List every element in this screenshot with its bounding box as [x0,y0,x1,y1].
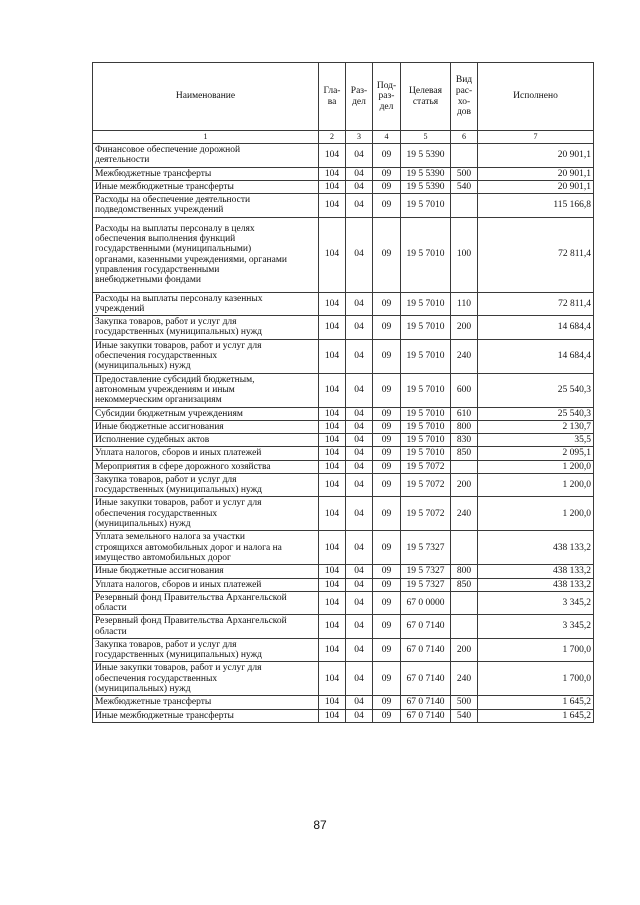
header-statya: Целевая статья [401,63,451,131]
row-podrazdel: 09 [373,339,401,373]
row-amount: 14 684,4 [478,339,594,373]
row-podrazdel: 09 [373,316,401,340]
page-number: 87 [313,818,327,832]
row-podrazdel: 09 [373,447,401,460]
row-vid: 200 [451,316,478,340]
row-glava: 104 [319,339,346,373]
table-row [93,447,594,460]
row-name: Финансовое обеспечение дорожной деятельности [93,144,319,168]
row-razdel: 04 [346,373,373,407]
table-row [93,473,594,497]
row-razdel: 04 [346,420,373,433]
row-glava: 104 [319,696,346,709]
table-row [93,696,594,709]
table-row [93,292,594,316]
table-row [93,434,594,447]
row-name: Иные межбюджетные трансферты [93,709,319,722]
table-row [93,460,594,473]
row-glava: 104 [319,565,346,578]
row-name: Уплата земельного налога за участки строящихся автомобильных дорог и налога на имущество автомобильных дорог [93,531,319,565]
row-vid [451,531,478,565]
column-number: 6 [451,131,478,144]
row-podrazdel: 09 [373,578,401,591]
row-glava: 104 [319,497,346,531]
row-vid [451,144,478,168]
row-razdel: 04 [346,292,373,316]
row-glava: 104 [319,194,346,218]
row-amount: 25 540,3 [478,407,594,420]
row-statya: 19 5 7327 [401,565,451,578]
header-glava: Гла- ва [319,63,346,131]
row-razdel: 04 [346,497,373,531]
row-name: Межбюджетные трансферты [93,696,319,709]
row-statya: 19 5 7072 [401,460,451,473]
row-name: Закупка товаров, работ и услуг для государственных (муниципальных) нужд [93,473,319,497]
row-statya: 19 5 7010 [401,447,451,460]
row-razdel: 04 [346,709,373,722]
row-amount: 438 133,2 [478,565,594,578]
row-name: Уплата налогов, сборов и иных платежей [93,578,319,591]
table-row [93,638,594,662]
row-razdel: 04 [346,638,373,662]
row-razdel: 04 [346,473,373,497]
row-statya: 67 0 7140 [401,696,451,709]
row-statya: 67 0 7140 [401,709,451,722]
row-razdel: 04 [346,578,373,591]
row-vid: 800 [451,420,478,433]
row-glava: 104 [319,460,346,473]
row-podrazdel: 09 [373,696,401,709]
row-glava: 104 [319,217,346,292]
row-podrazdel: 09 [373,638,401,662]
row-podrazdel: 09 [373,217,401,292]
row-amount: 20 901,1 [478,144,594,168]
row-amount: 2 130,7 [478,420,594,433]
row-razdel: 04 [346,591,373,615]
row-amount: 1 645,2 [478,696,594,709]
row-razdel: 04 [346,434,373,447]
row-statya: 19 5 7072 [401,497,451,531]
row-glava: 104 [319,591,346,615]
row-vid: 200 [451,473,478,497]
row-name: Закупка товаров, работ и услуг для государственных (муниципальных) нужд [93,316,319,340]
row-vid: 240 [451,339,478,373]
row-statya: 19 5 5390 [401,167,451,180]
row-glava: 104 [319,638,346,662]
row-glava: 104 [319,316,346,340]
table-row [93,194,594,218]
row-name: Уплата налогов, сборов и иных платежей [93,447,319,460]
row-vid: 610 [451,407,478,420]
row-podrazdel: 09 [373,662,401,696]
header-razdel: Раз- дел [346,63,373,131]
row-podrazdel: 09 [373,407,401,420]
row-vid: 240 [451,497,478,531]
table-row [93,420,594,433]
row-razdel: 04 [346,194,373,218]
row-amount: 35,5 [478,434,594,447]
row-amount: 1 200,0 [478,473,594,497]
table-row [93,316,594,340]
row-vid [451,615,478,639]
row-podrazdel: 09 [373,615,401,639]
table-row [93,180,594,193]
row-name: Предоставление субсидий бюджетным, автономным учреждениям и иным некоммерческим организациям [93,373,319,407]
row-razdel: 04 [346,339,373,373]
row-razdel: 04 [346,217,373,292]
header-name: Наименование [93,63,319,131]
row-podrazdel: 09 [373,434,401,447]
row-statya: 67 0 7140 [401,662,451,696]
row-razdel: 04 [346,180,373,193]
row-statya: 19 5 7010 [401,434,451,447]
row-statya: 19 5 5390 [401,144,451,168]
row-vid: 800 [451,565,478,578]
table-row [93,709,594,722]
column-number: 3 [346,131,373,144]
table-row [93,144,594,168]
row-name: Иные закупки товаров, работ и услуг для обеспечения государственных (муниципальных) нужд [93,662,319,696]
row-statya: 19 5 7010 [401,292,451,316]
row-name: Закупка товаров, работ и услуг для государственных (муниципальных) нужд [93,638,319,662]
row-amount: 438 133,2 [478,578,594,591]
row-podrazdel: 09 [373,292,401,316]
row-podrazdel: 09 [373,531,401,565]
row-vid: 540 [451,180,478,193]
header-podrazdel: Под- раз- дел [373,63,401,131]
row-vid [451,460,478,473]
table-row [93,217,594,292]
row-amount: 1 200,0 [478,460,594,473]
column-number-row [93,131,594,144]
row-razdel: 04 [346,447,373,460]
table-row [93,373,594,407]
row-name: Иные бюджетные ассигнования [93,565,319,578]
row-razdel: 04 [346,662,373,696]
row-amount: 3 345,2 [478,615,594,639]
row-glava: 104 [319,420,346,433]
row-glava: 104 [319,373,346,407]
column-number: 4 [373,131,401,144]
table-row [93,167,594,180]
row-vid: 200 [451,638,478,662]
row-podrazdel: 09 [373,473,401,497]
row-glava: 104 [319,662,346,696]
table-row [93,591,594,615]
row-podrazdel: 09 [373,497,401,531]
column-number: 5 [401,131,451,144]
row-razdel: 04 [346,531,373,565]
row-name: Иные закупки товаров, работ и услуг для обеспечения государственных (муниципальных) нужд [93,497,319,531]
table-row [93,565,594,578]
row-statya: 67 0 7140 [401,615,451,639]
row-name: Субсидии бюджетным учреждениям [93,407,319,420]
row-podrazdel: 09 [373,373,401,407]
row-podrazdel: 09 [373,420,401,433]
row-podrazdel: 09 [373,565,401,578]
row-amount: 2 095,1 [478,447,594,460]
row-statya: 19 5 7010 [401,339,451,373]
header-vid: Вид рас- хо- дов [451,63,478,131]
row-statya: 19 5 7010 [401,316,451,340]
table-row [93,339,594,373]
row-razdel: 04 [346,460,373,473]
row-statya: 19 5 7327 [401,531,451,565]
table-body [93,144,594,723]
row-vid [451,591,478,615]
table-row [93,407,594,420]
row-name: Мероприятия в сфере дорожного хозяйства [93,460,319,473]
row-podrazdel: 09 [373,180,401,193]
table-row [93,578,594,591]
row-amount: 20 901,1 [478,167,594,180]
row-razdel: 04 [346,167,373,180]
row-amount: 115 166,8 [478,194,594,218]
row-amount: 3 345,2 [478,591,594,615]
row-podrazdel: 09 [373,709,401,722]
row-name: Расходы на выплаты персоналу в целях обеспечения выполнения функций государственными (муниципальными) органами, казенными учреждениями, органами управления государственными внебюджетными фондами [93,217,319,292]
row-vid: 850 [451,578,478,591]
row-razdel: 04 [346,615,373,639]
row-vid: 850 [451,447,478,460]
row-podrazdel: 09 [373,460,401,473]
row-vid: 100 [451,217,478,292]
row-vid: 540 [451,709,478,722]
row-statya: 19 5 7010 [401,373,451,407]
row-razdel: 04 [346,407,373,420]
row-podrazdel: 09 [373,144,401,168]
row-name: Резервный фонд Правительства Архангельской области [93,591,319,615]
row-glava: 104 [319,144,346,168]
row-glava: 104 [319,434,346,447]
row-amount: 72 811,4 [478,217,594,292]
row-vid [451,194,478,218]
row-amount: 20 901,1 [478,180,594,193]
budget-table [92,62,594,723]
row-statya: 19 5 7010 [401,407,451,420]
row-glava: 104 [319,407,346,420]
table-header-row [93,63,594,131]
row-vid: 500 [451,696,478,709]
row-statya: 67 0 0000 [401,591,451,615]
row-podrazdel: 09 [373,167,401,180]
table-row [93,497,594,531]
row-amount: 1 700,0 [478,638,594,662]
row-razdel: 04 [346,144,373,168]
row-name: Расходы на выплаты персоналу казенных учреждений [93,292,319,316]
row-vid: 600 [451,373,478,407]
row-vid: 500 [451,167,478,180]
row-statya: 19 5 7010 [401,217,451,292]
row-name: Межбюджетные трансферты [93,167,319,180]
row-vid: 830 [451,434,478,447]
row-amount: 1 700,0 [478,662,594,696]
column-number: 7 [478,131,594,144]
row-glava: 104 [319,447,346,460]
row-name: Иные закупки товаров, работ и услуг для обеспечения государственных (муниципальных) нужд [93,339,319,373]
row-glava: 104 [319,167,346,180]
row-glava: 104 [319,531,346,565]
row-glava: 104 [319,578,346,591]
row-razdel: 04 [346,565,373,578]
row-amount: 1 645,2 [478,709,594,722]
header-amount: Исполнено [478,63,594,131]
row-name: Иные межбюджетные трансферты [93,180,319,193]
column-number: 2 [319,131,346,144]
row-glava: 104 [319,473,346,497]
row-statya: 19 5 7010 [401,420,451,433]
row-glava: 104 [319,292,346,316]
row-statya: 19 5 7072 [401,473,451,497]
row-vid: 110 [451,292,478,316]
row-glava: 104 [319,615,346,639]
row-statya: 67 0 7140 [401,638,451,662]
table-row [93,662,594,696]
row-razdel: 04 [346,316,373,340]
row-razdel: 04 [346,696,373,709]
row-statya: 19 5 7010 [401,194,451,218]
row-name: Исполнение судебных актов [93,434,319,447]
row-glava: 104 [319,709,346,722]
row-amount: 72 811,4 [478,292,594,316]
row-name: Иные бюджетные ассигнования [93,420,319,433]
row-amount: 14 684,4 [478,316,594,340]
row-statya: 19 5 7327 [401,578,451,591]
row-vid: 240 [451,662,478,696]
row-amount: 1 200,0 [478,497,594,531]
table-row [93,615,594,639]
table-row [93,531,594,565]
row-amount: 25 540,3 [478,373,594,407]
row-name: Расходы на обеспечение деятельности подведомственных учреждений [93,194,319,218]
row-glava: 104 [319,180,346,193]
column-number: 1 [93,131,319,144]
row-podrazdel: 09 [373,591,401,615]
row-statya: 19 5 5390 [401,180,451,193]
row-podrazdel: 09 [373,194,401,218]
row-amount: 438 133,2 [478,531,594,565]
row-name: Резервный фонд Правительства Архангельской области [93,615,319,639]
